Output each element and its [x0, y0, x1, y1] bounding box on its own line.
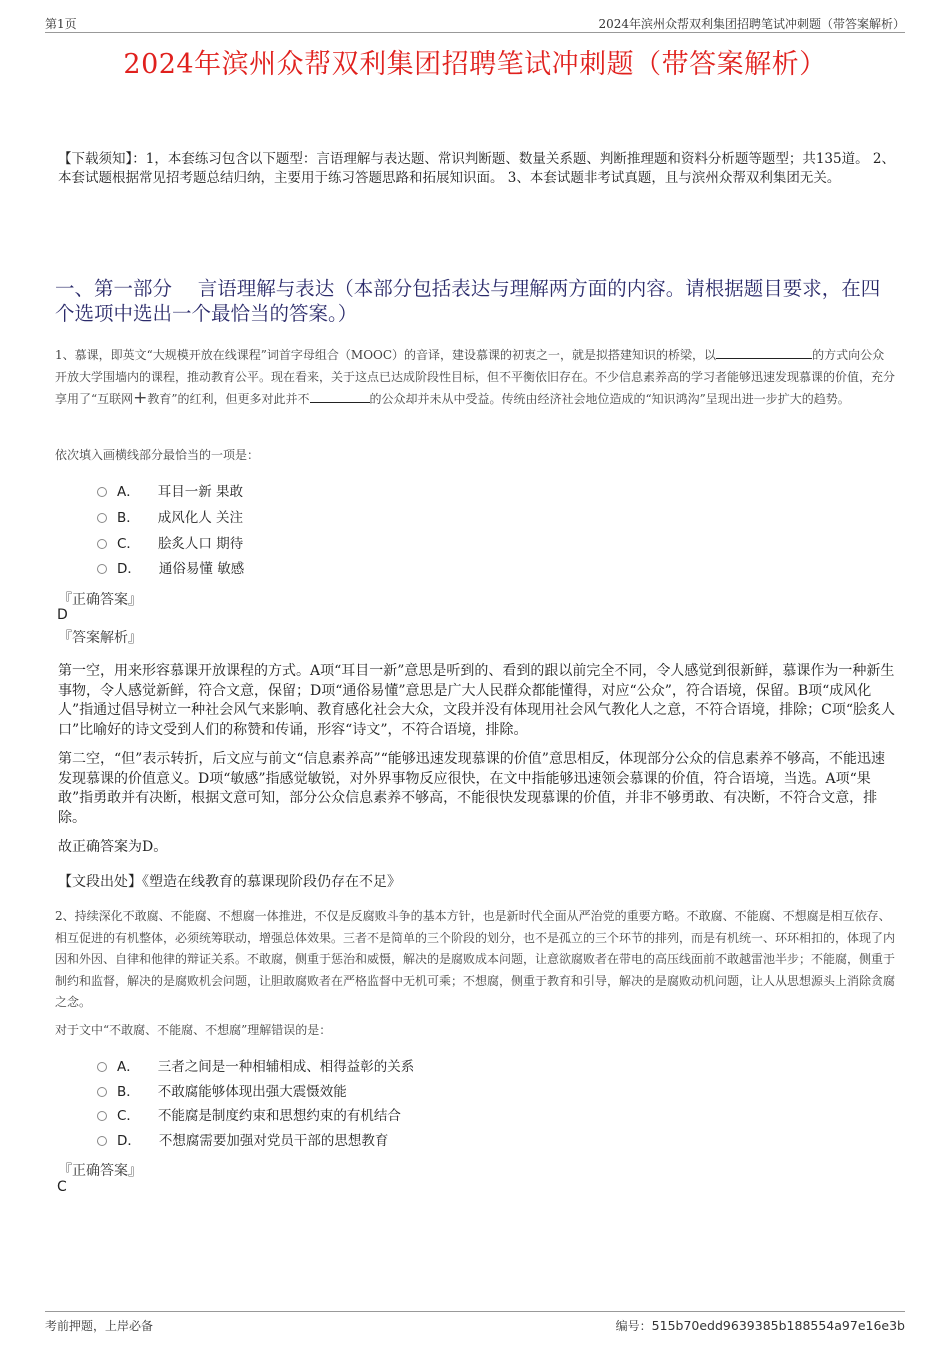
question-1-stem: 1、慕课，即英文“大规模开放在线课程”词首字母组合（MOOC）的音译，建设慕课的初衷之一，就是拟搭建知识的桥梁，以 的方式向公众开放大学围墙内的课程，推动教育公平。现在看来，关于这点已达成阶段性目标，但不平衡依旧存在。不少信息素养高的学习者能够迅速发现慕课的价值，充分享用了“互联网+教育”的红利，但更多对此并不 的公众却并未从中受益。传统由经济社会地位造成的“知识鸿沟”呈现出进一步扩大的趋势。: [55, 345, 895, 411]
radio-icon[interactable]: [97, 513, 107, 523]
q2-option-c[interactable]: C． 不能腐是制度约束和思想约束的有机结合: [97, 1106, 401, 1126]
radio-icon[interactable]: [97, 1087, 107, 1097]
page-number: 第1页: [45, 17, 77, 31]
page-header: [45, 14, 905, 33]
radio-icon[interactable]: [97, 1136, 107, 1146]
q1-option-c[interactable]: C． 脍炙人口 期待: [97, 534, 243, 554]
footer-slogan: 考前押题，上岸必备: [45, 1319, 154, 1333]
radio-icon[interactable]: [97, 1111, 107, 1121]
document-title: 2024年滨州众帮双利集团招聘笔试冲刺题（带答案解析）: [123, 49, 827, 80]
radio-icon[interactable]: [97, 487, 107, 497]
q1-option-b[interactable]: B． 成风化人 关注: [97, 508, 243, 528]
q2-option-a[interactable]: A． 三者之间是一种相辅相成、相得益彰的关系: [97, 1057, 414, 1077]
q2-option-b[interactable]: B． 不敢腐能够体现出强大震慑效能: [97, 1082, 347, 1102]
q2-option-d[interactable]: D． 不想腐需要加强对党员干部的思想教育: [97, 1131, 388, 1151]
plus-sign: +: [133, 388, 148, 408]
q1-answer: D: [57, 607, 68, 623]
header-doc-title: 2024年滨州众帮双利集团招聘笔试冲刺题（带答案解析）: [598, 17, 905, 31]
q1-analysis-paragraph-1: 第一空，用来形容慕课开放课程的方式。A项“耳目一新”意思是听到的、看到的跟以前完全不同，令人感觉到很新鲜，慕课作为一种新生事物，令人感觉新鲜，符合文意，保留；D项“通俗易懂”意思是广大人民群众都能懂得，对应“公众”，符合语境，保留。B项“成风化人”指通过倡导树立一种社会风气来影响、教育感化社会大众，文段并没有体现用社会风气教化人之意，不符合语境，排除；C项“脍炙人口”比喻好的诗文受到人们的称赞和传诵，形容“诗文”，不符合语境，排除。: [58, 663, 896, 738]
q1-source: 【文段出处】《塑造在线教育的慕课现阶段仍存在不足》: [58, 874, 401, 890]
q1-answer-label: 『正确答案』: [58, 592, 142, 608]
question-2-stem: 2、持续深化不敢腐、不能腐、不想腐一体推进，不仅是反腐败斗争的基本方针，也是新时代全面从严治党的重要方略。不敢腐、不能腐、不想腐是相互依存、相互促进的有机整体，必须统筹联动，增强总体效果。三者不是简单的三个阶段的划分，也不是孤立的三个环节的排列，而是有机统一、环环相扣的，体现了内因和外因、自律和他律的辩证关系。不敢腐，侧重于惩治和威慑，解决的是腐败成本问题，让意欲腐败者在带电的高压线面前不敢越雷池半步；不能腐，侧重于制约和监督，解决的是腐败机会问题，让胆敢腐败者在严格监督中无机可乘；不想腐，侧重于教育和引导，解决的是腐败动机问题，让人从思想源头上消除贪腐之念。: [55, 909, 896, 1009]
section-heading: 一、第一部分 言语理解与表达（本部分包括表达与理解两方面的内容。请根据题目要求，在四个选项中选出一个最恰当的答案。）: [55, 277, 881, 325]
q1-option-d[interactable]: D． 通俗易懂 敏感: [97, 559, 244, 579]
page-footer: [45, 1311, 905, 1332]
q2-answer: C: [57, 1179, 67, 1195]
q1-analysis-label: 『答案解析』: [58, 630, 142, 646]
footer-code: 编号：515b70edd9639385b188554a97e16e3b: [615, 1318, 905, 1333]
fill-blank-1: [716, 345, 812, 359]
question-1-prompt: 依次填入画横线部分最恰当的一项是：: [55, 448, 260, 462]
download-notice: 【下载须知】：1，本套练习包含以下题型：言语理解与表达题、常识判断题、数量关系题、判断推理题和资料分析题等题型；共135道。 2、本套试题根据常见招考题总结归纳，主要用于练习答题思路和拓展知识面。 3、本套试题非考试真题，且与滨州众帮双利集团无关。: [58, 151, 895, 186]
q1-conclusion: 故正确答案为D。: [58, 839, 168, 855]
q1-option-a[interactable]: A． 耳目一新 果敢: [97, 482, 243, 502]
question-2-prompt: 对于文中“不敢腐、不能腐、不想腐”理解错误的是：: [55, 1023, 332, 1037]
fill-blank-2: [310, 389, 370, 403]
radio-icon[interactable]: [97, 1062, 107, 1072]
radio-icon[interactable]: [97, 564, 107, 574]
radio-icon[interactable]: [97, 539, 107, 549]
q1-analysis-paragraph-2: 第二空，“但”表示转折，后文应与前文“信息素养高”“能够迅速发现慕课的价值”意思相反，体现部分公众的信息素养不够高，不能迅速发现慕课的价值意义。D项“敏感”指感觉敏锐，对外界事物反应很快，在文中指能够迅速领会慕课的价值，符合语境，当选。A项“果敢”指勇敢并有决断，根据文意可知，部分公众信息素养不够高，不能很快发现慕课的价值，并非不够勇敢、有决断，不符合文意，排除。: [58, 751, 885, 826]
q2-answer-label: 『正确答案』: [58, 1163, 142, 1179]
